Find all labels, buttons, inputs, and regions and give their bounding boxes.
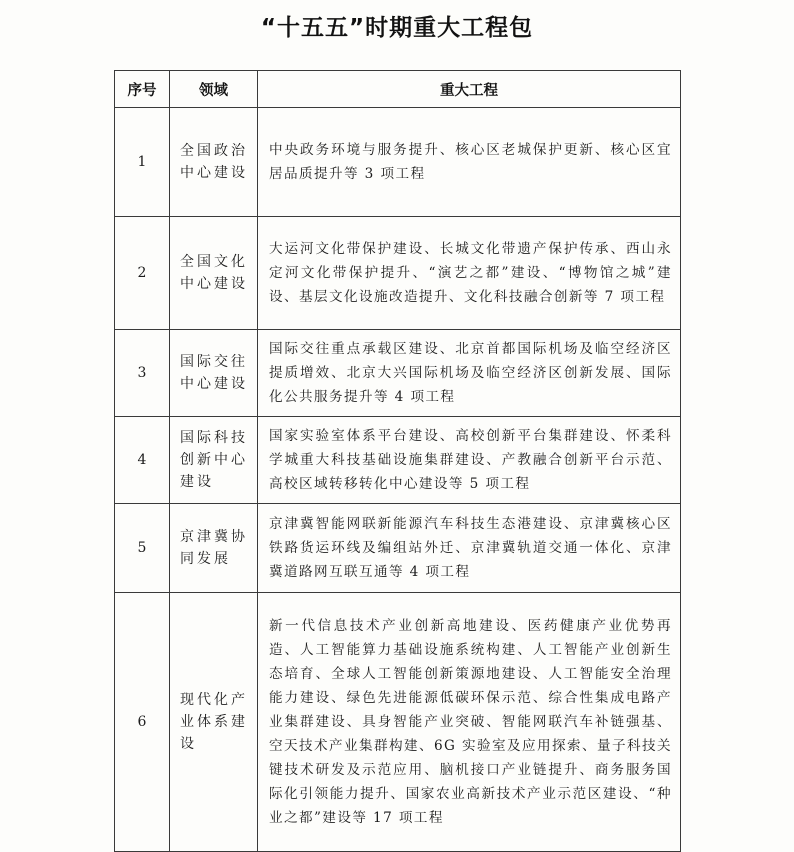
major-projects-table (114, 70, 681, 852)
row-domain: 全国文化中心建设 (170, 217, 258, 330)
table-row (115, 217, 681, 330)
header-serial-number: 序号 (115, 71, 170, 108)
table-row (115, 417, 681, 504)
row-projects: 大运河文化带保护建设、长城文化带遗产保护传承、西山永定河文化带保护提升、“演艺之都”建设、“博物馆之城”建设、基层文化设施改造提升、文化科技融合创新等 7 项工程 (258, 217, 681, 330)
row-projects: 国家实验室体系平台建设、高校创新平台集群建设、怀柔科学城重大科技基础设施集群建设、产教融合创新平台示范、高校区域转移转化中心建设等 5 项工程 (258, 417, 681, 504)
table-row (115, 504, 681, 593)
row-number: 3 (115, 330, 170, 417)
row-domain: 国际交往中心建设 (170, 330, 258, 417)
row-domain: 京津冀协同发展 (170, 504, 258, 593)
row-number: 1 (115, 108, 170, 217)
row-domain: 国际科技创新中心建设 (170, 417, 258, 504)
row-number: 2 (115, 217, 170, 330)
row-projects: 中央政务环境与服务提升、核心区老城保护更新、核心区宜居品质提升等 3 项工程 (258, 108, 681, 217)
row-number: 5 (115, 504, 170, 593)
table-row (115, 330, 681, 417)
row-number: 4 (115, 417, 170, 504)
row-domain: 现代化产业体系建设 (170, 593, 258, 852)
row-projects: 国际交往重点承载区建设、北京首都国际机场及临空经济区提质增效、北京大兴国际机场及临空经济区创新发展、国际化公共服务提升等 4 项工程 (258, 330, 681, 417)
document-title: “十五五”时期重大工程包 (260, 15, 534, 41)
table-row (115, 593, 681, 852)
row-number: 6 (115, 593, 170, 852)
row-projects: 京津冀智能网联新能源汽车科技生态港建设、京津冀核心区铁路货运环线及编组站外迁、京津冀轨道交通一体化、京津冀道路网互联互通等 4 项工程 (258, 504, 681, 593)
row-projects: 新一代信息技术产业创新高地建设、医药健康产业优势再造、人工智能算力基础设施系统构建、人工智能产业创新生态培育、全球人工智能创新策源地建设、人工智能安全治理能力建设、绿色先进能源低碳环保示范、综合性集成电路产业集群建设、具身智能产业突破、智能网联汽车补链强基、空天技术产业集群构建、6G 实验室及应用探索、量子科技关键技术研发及示范应用、脑机接口产业链提升、商务服务国际化引领能力提升、国家农业高新技术产业示范区建设、“种业之都”建设等 17 项工程 (258, 593, 681, 852)
row-domain: 全国政治中心建设 (170, 108, 258, 217)
header-domain: 领域 (170, 71, 258, 108)
table-header-row (115, 71, 681, 108)
table-row (115, 108, 681, 217)
header-major-projects: 重大工程 (258, 71, 681, 108)
